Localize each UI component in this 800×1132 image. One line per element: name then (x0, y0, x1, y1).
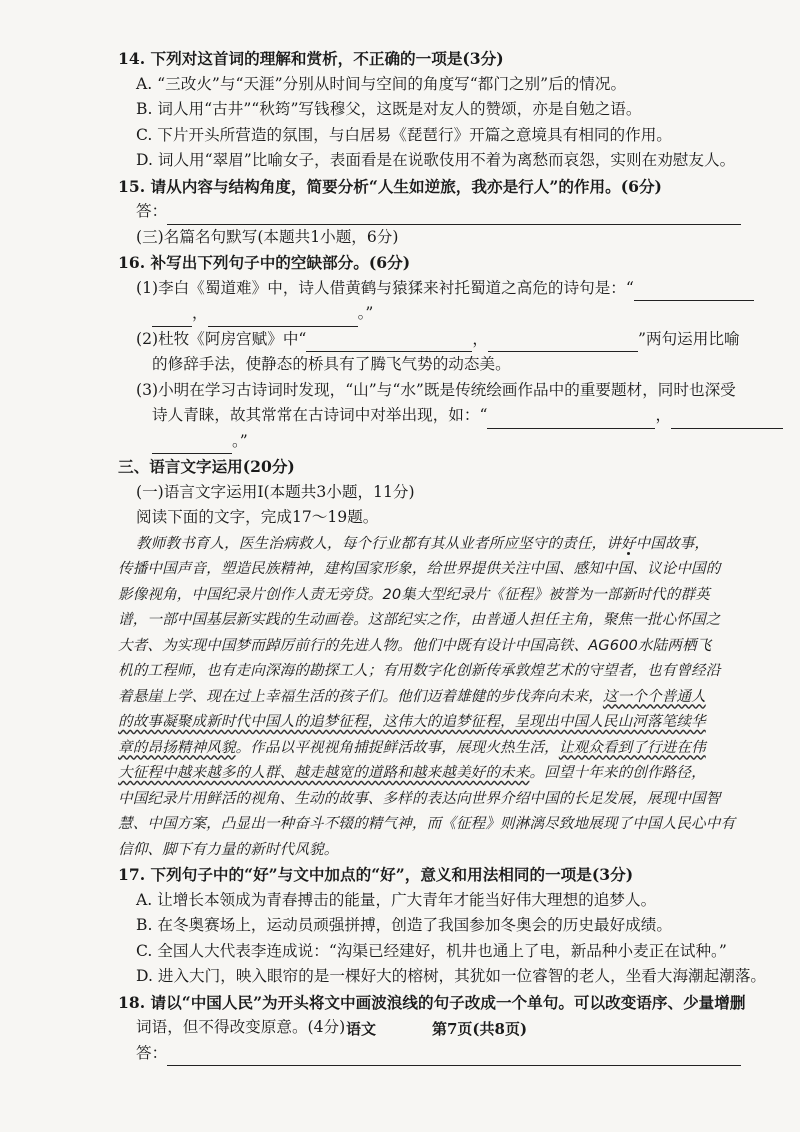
q16-part2-tail: ”两句运用比喻 (638, 329, 740, 348)
wavy-underlined-text: 的故事凝聚成新时代中国人的追梦征程，这伟大的追梦征程，呈现出中国人民山河落笔续华 (118, 713, 706, 730)
wavy-underlined-text: 章的昂扬精神风貌 (118, 738, 236, 756)
passage-line (118, 735, 736, 761)
q18-answer-blank[interactable] (167, 1047, 741, 1066)
q16-part1-blank-3[interactable] (208, 308, 358, 327)
q16-part2-blank-1[interactable] (306, 333, 472, 352)
q16-part2 (118, 327, 740, 353)
passage-text: 教师教书育人，医生治病救人，每个行业都有其从业者所应坚守的责任，讲 (136, 534, 621, 552)
q16-part2-cont: 的修辞手法，使静态的桥具有了腾飞气势的动态美。 (152, 355, 511, 373)
q17-option-b: B. 在冬奥赛场上，运动员顽强拼搏，创造了我国参加冬奥会的历史最好成绩。 (136, 916, 672, 934)
comma: ， (472, 329, 489, 348)
comma: ， (192, 304, 208, 322)
passage-line: 谱，一部中国基层新实践的生动画卷。这部纪实之作，由普通人担任主角，聚焦一批心怀国之 (118, 611, 721, 628)
q16-part3-blank-3[interactable] (152, 435, 232, 454)
q15-answer-blank[interactable] (167, 206, 741, 225)
q15-answer-line (118, 199, 736, 225)
passage-line: 慧、中国方案，凸显出一种奋斗不辍的精气神，而《征程》则淋漓尽致地展现了中国人民心中有 (118, 815, 736, 832)
passage-line (118, 531, 736, 557)
passage-line: 机的工程师，也有走向深海的勘探工人；有用数字化创新传承敦煌艺术的守望者，也有曾经沿 (118, 662, 721, 679)
q14-option-d: D. 词人用“翠眉”比喻女子，表面看是在说歌伎用不着为离愁而哀怨，实则在劝慰友人。 (136, 151, 736, 169)
part-3-instruction: 阅读下面的文字，完成17～19题。 (136, 508, 379, 526)
wavy-underlined-text: 让观众看到了行进在伟 (558, 738, 706, 756)
passage-text: 。作品以平视视角捕捉鲜活故事，展现火热生活， (235, 738, 559, 756)
q16-stem: 16. 补写出下列句子中的空缺部分。(6分) (118, 253, 411, 272)
q17-option-d: D. 进入大门，映入眼帘的是一棵好大的榕树，其犹如一位睿智的老人，坐看大海潮起潮落。 (136, 967, 767, 985)
q16-part1-blank-2[interactable] (152, 308, 192, 327)
q17-stem: 17. 下列句子中的“好”与文中加点的“好”，意义和用法相同的一项是(3分) (118, 865, 634, 884)
passage-line (118, 684, 736, 710)
closing-quote: 。” (357, 304, 374, 322)
passage-line: 中国纪录片用鲜活的视角、生动的故事、多样的表达向世界介绍中国的长足发展，展现中国智 (118, 789, 721, 807)
q14-option-a: A. “三改火”与“天涯”分别从时间与空间的角度写“都门之别”后的情况。 (136, 74, 627, 93)
q16-part3-cont2 (118, 429, 736, 455)
q15-answer-label: 答： (136, 202, 168, 220)
q16-part1-cont (118, 301, 736, 327)
wavy-underlined-text: 这一个个普通人 (602, 687, 706, 705)
passage-line: 影像视角，中国纪录片创作人责无旁贷。20集大型纪录片《征程》被誉为一部新时代的群英 (118, 585, 710, 603)
passage-line (118, 760, 736, 786)
dotted-word: 好 (620, 534, 636, 552)
closing-quote: 。” (232, 431, 248, 450)
q18-answer-label: 答： (136, 1043, 168, 1062)
q16-part1-blank-1[interactable] (634, 282, 754, 301)
q18-stem-cont: 词语，但不得改变原意。(4分) (136, 1018, 346, 1036)
q14-option-c: C. 下片开头所营造的氛围，与白居易《琵琶行》开篇之意境具有相同的作用。 (136, 125, 672, 144)
q14-stem: 14. 下列对这首词的理解和赏析，不正确的一项是(3分) (118, 49, 504, 68)
reading-passage (118, 531, 736, 863)
passage-text: 着悬崖上学、现在过上幸福生活的孩子们。他们迈着雄健的步伐奔向未来， (118, 687, 603, 705)
q16-part3-text: 诗人青睐，故其常常在古诗词中对举出现，如：“ (152, 406, 488, 424)
q16-part2-blank-2[interactable] (488, 333, 638, 352)
q16-part1 (118, 276, 736, 302)
passage-text: 中国故事， (635, 534, 710, 552)
q16-part1-text: (1)李白《蜀道难》中，诗人借黄鹤与猿猱来衬托蜀道之高危的诗句是：“ (136, 278, 634, 297)
q16-part3-blank-1[interactable] (487, 410, 655, 429)
q16-part3-cont (118, 403, 736, 429)
q14-option-b: B. 词人用“古井”“秋筠”写钱穆父，这既是对友人的赞颂，亦是自勉之语。 (136, 100, 642, 118)
q18-answer-line (118, 1041, 736, 1067)
page-content (118, 46, 767, 1066)
passage-line: 传播中国声音，塑造民族精神，建构国家形象，给世界提供关注中国、感知中国、议论中国的 (118, 560, 721, 577)
comma: ， (655, 406, 672, 424)
passage-line: 大者、为实现中国梦而踔厉前行的先进人物。他们中既有设计中国高铁、AG600水陆两栖飞 (118, 636, 712, 654)
passage-line (118, 709, 736, 735)
q17-option-c: C. 全国人大代表李连成说：“沟渠已经建好，机井也通上了电，新品种小麦正在试种。” (136, 941, 727, 960)
passage-text: 。回望十年来的创作路径， (529, 764, 706, 781)
q17-option-a: A. 让增长本领成为青春搏击的能量，广大青年才能当好伟大理想的追梦人。 (136, 890, 657, 909)
passage-line: 信仰、脚下有力量的新时代风貌。 (118, 840, 339, 858)
footer-subject: 语文 (346, 1020, 377, 1038)
footer-page-number: 第7页(共8页) (432, 1020, 528, 1038)
part-3-title: 三、语言文字运用(20分) (118, 457, 295, 476)
wavy-underlined-text: 大征程中越来越多的人群、越走越宽的道路和越来越美好的未来 (118, 764, 530, 781)
section-3-heading: (三)名篇名句默写(本题共1小题，6分) (136, 227, 399, 246)
q15-stem: 15. 请从内容与结构角度，简要分析“人生如逆旅，我亦是行人”的作用。(6分) (118, 176, 662, 196)
q16-part3: (3)小明在学习古诗词时发现，“山”与“水”既是传统绘画作品中的重要题材，同时也深受 (136, 380, 736, 399)
q18-stem: 18. 请以“中国人民”为开头将文中画波浪线的句子改成一个单句。可以改变语序、少量增删 (118, 992, 746, 1012)
q16-part2-text: (2)杜牧《阿房宫赋》中“ (136, 329, 307, 348)
q16-part3-blank-2[interactable] (671, 410, 783, 429)
part-3-sub-heading: (一)语言文字运用Ⅰ(本题共3小题，11分) (136, 482, 415, 501)
